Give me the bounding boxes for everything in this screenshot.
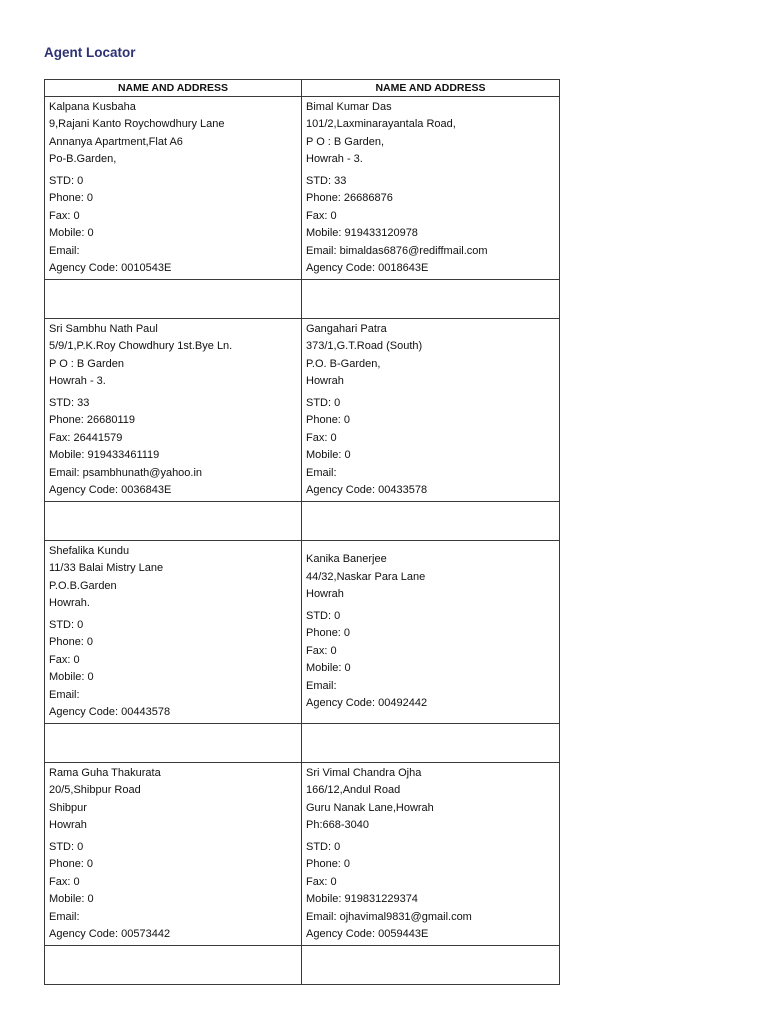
agent-contact-block [306,173,555,278]
agent-address-line: 166/12,Andul Road [306,784,401,796]
agent-contact-line: STD: 0 [306,840,341,853]
column-header-left: NAME AND ADDRESS [45,80,302,97]
agent-contact-line: Agency Code: 0010543E [49,262,172,274]
agent-contact-line: Agency Code: 0036843E [49,484,172,496]
agent-contact-line: Phone: 0 [306,414,351,426]
agent-cell [45,763,302,946]
agent-cell [302,97,560,280]
agent-address-line: Shibpur [49,801,87,814]
agent-name: Sri Vimal Chandra Ojha [306,766,422,779]
agent-cell [45,319,302,502]
agent-contact-line: STD: 33 [49,396,90,409]
empty-cell [302,502,560,541]
agent-name: Gangahari Patra [306,322,387,335]
agent-contact-block [49,839,297,944]
spacer-row [45,280,560,319]
agent-address-line: 9,Rajani Kanto Roychowdhury Lane [49,118,225,130]
header-row [45,80,560,97]
agent-contact-line: Email: psambhunath@yahoo.in [49,466,203,479]
agent-contact-line: Phone: 26686876 [306,192,393,204]
agent-cell [302,319,560,502]
agent-contact-block [306,608,555,713]
agent-contact-line: Email: [49,244,80,257]
empty-cell [45,280,302,319]
agent-name: Rama Guha Thakurata [49,766,161,779]
agent-contact-line: Fax: 0 [49,653,80,666]
agent-contact-line: Fax: 26441579 [49,431,123,444]
spacer-row [45,502,560,541]
table-row [45,97,560,280]
agent-contact-line: Phone: 0 [306,627,351,640]
empty-cell [302,724,560,763]
empty-cell [302,280,560,319]
agent-contact-line: Email: [49,910,80,923]
agent-address-line: Howrah - 3. [306,153,363,165]
agent-contact-line: Fax: 0 [306,875,337,888]
agent-contact-line: Email: [306,466,337,479]
agent-address-line: 11/33 Balai Mistry Lane [49,562,164,574]
agent-name: Kanika Banerjee [306,553,387,566]
agent-contact-block [49,173,297,278]
agent-address-line: Howrah. [49,597,90,609]
agent-name: Kalpana Kusbaha [49,100,136,113]
agent-cell [45,541,302,724]
agent-contact-line: Fax: 0 [49,209,80,222]
table-body [45,97,560,985]
agent-table [44,79,560,985]
agent-address-line: Howrah [306,588,344,601]
empty-cell [45,946,302,985]
agent-cell [45,97,302,280]
agent-contact-line: STD: 0 [49,840,84,853]
agent-contact-line: Agency Code: 00573442 [49,928,171,940]
agent-contact-line: Agency Code: 0018643E [306,262,429,274]
agent-cell [302,541,560,724]
agent-contact-line: Fax: 0 [306,209,337,222]
spacer-row [45,724,560,763]
agent-contact-line: Fax: 0 [49,875,80,888]
agent-address-line: 5/9/1,P.K.Roy Chowdhury 1st.Bye Ln. [49,340,233,352]
page-title: Agent Locator [44,45,136,60]
agent-address-line: P O : B Garden [49,357,125,370]
spacer-row [45,946,560,985]
table-row [45,319,560,502]
agent-contact-line: Fax: 0 [306,431,337,444]
agent-contact-line: Mobile: 919831229374 [306,893,418,905]
agent-contact-line: Phone: 26680119 [49,414,136,426]
agent-contact-line: Mobile: 919433461119 [49,449,160,461]
agent-contact-line: Email: ojhavimal9831@gmail.com [306,910,472,923]
agent-contact-line: Agency Code: 0059443E [306,928,429,940]
agent-name: Shefalika Kundu [49,544,130,557]
agent-contact-line: STD: 0 [49,618,84,631]
empty-cell [302,946,560,985]
agent-contact-line: Mobile: 0 [49,893,94,905]
agent-contact-line: Mobile: 0 [49,227,94,239]
agent-address-line: 373/1,G.T.Road (South) [306,340,423,352]
table-row [45,541,560,724]
agent-contact-line: Mobile: 919433120978 [306,227,418,239]
agent-address-line: Guru Nanak Lane,Howrah [306,801,434,814]
agent-address-line: 20/5,Shibpur Road [49,784,141,796]
agent-contact-block [49,395,297,500]
agent-address-line: Howrah - 3. [49,375,106,387]
agent-contact-line: Email: bimaldas6876@rediffmail.com [306,244,488,257]
agent-contact-line: Email: [49,688,80,701]
agent-contact-line: STD: 0 [306,396,341,409]
agent-contact-line: Agency Code: 00492442 [306,697,428,710]
agent-contact-line: Mobile: 0 [306,662,351,675]
agent-contact-line: Phone: 0 [49,636,94,648]
agent-address-line: Howrah [306,375,344,387]
agent-contact-line: Agency Code: 00433578 [306,484,428,496]
agent-contact-line: STD: 0 [49,174,84,187]
agent-contact-line: Phone: 0 [49,858,94,870]
agent-name: Bimal Kumar Das [306,100,392,113]
agent-contact-line: Phone: 0 [49,192,94,204]
agent-contact-block [49,617,297,722]
empty-cell [45,502,302,541]
agent-contact-line: Mobile: 0 [306,449,351,461]
agent-contact-line: Mobile: 0 [49,671,94,683]
agent-address-line: 101/2,Laxminarayantala Road, [306,118,456,130]
agent-address-line: P.O.B.Garden [49,579,117,592]
agent-contact-block [306,839,555,944]
empty-cell [45,724,302,763]
agent-contact-line: Fax: 0 [306,644,337,657]
agent-address-line: Po-B.Garden, [49,153,117,165]
agent-cell [302,763,560,946]
agent-name: Sri Sambhu Nath Paul [49,322,158,335]
agent-contact-line: STD: 33 [306,174,347,187]
agent-contact-line: Email: [306,679,337,692]
agent-contact-block [306,395,555,500]
agent-contact-line: Phone: 0 [306,858,351,870]
agent-address-line: Annanya Apartment,Flat A6 [49,135,183,148]
agent-address-line: Ph:668-3040 [306,819,369,831]
agent-address-line: P O : B Garden, [306,135,385,148]
table-row [45,763,560,946]
table-header [45,80,560,97]
agent-address-line: Howrah [49,819,87,831]
column-header-right: NAME AND ADDRESS [302,80,560,97]
agent-address-line: 44/32,Naskar Para Lane [306,570,426,583]
agent-contact-line: STD: 0 [306,609,341,622]
agent-contact-line: Agency Code: 00443578 [49,706,171,718]
agent-address-line: P.O. B-Garden, [306,357,381,370]
